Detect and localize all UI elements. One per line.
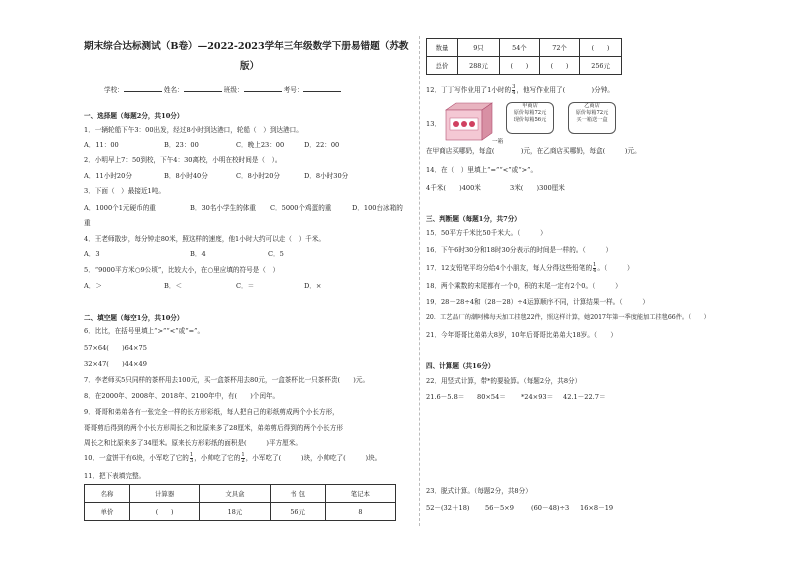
table-row [85, 485, 396, 503]
q9-text-line2: 哥哥剪后得到的两个小长方形周长之和比原来多了28厘米，弟弟剪后得到的两个小长方形 [84, 424, 343, 432]
q19-text: 19．28－28÷4和（28－28）÷4运算顺序不同，计算结果一样。（ ） [426, 298, 649, 306]
table-cell: 9只 [458, 39, 500, 57]
table-row [427, 39, 622, 57]
q5-option-a: A．＞ [84, 282, 102, 290]
table-cell: 数量 [427, 39, 458, 57]
table-cell[interactable]: ( ) [130, 503, 200, 521]
shop-a-card [506, 102, 554, 134]
q2-option-d: D．8小时30分 [304, 172, 349, 180]
page-title: 期末综合达标测试（B卷）—2022-2023学年三年级数学下册易错题（苏教 [84, 41, 409, 52]
q2-option-c: C．8小时20分 [236, 172, 281, 180]
table-cell: 56元 [270, 503, 325, 521]
q11-text: 11．把下表填完整。 [84, 472, 146, 480]
table-cell: 54个 [499, 39, 539, 57]
q12-pre: 12．丁丁写作业用了1小时的 [426, 86, 512, 94]
q16-text: 16．下午6时30分和18时30分表示的时间是一样的。（ ） [426, 246, 613, 254]
q1-option-b: B．23：00 [164, 141, 199, 149]
q13-number: 13． [426, 120, 441, 128]
q20-text: 20．工艺品厂的潮阿拂每天加工挂毯22件，照这样计算，她2017年第一季度能加工挂毯66件。（ ） [426, 314, 710, 321]
q17-fraction-num: 1 [593, 261, 597, 268]
q3-option-d: D．100台冰箱的 [352, 204, 403, 212]
q23-item-2: 56－5×9 [485, 504, 514, 512]
table-cell: 文具盒 [200, 485, 270, 503]
q10-mid: ，小帅吃了它的 [194, 454, 241, 462]
q10-pre: 10．一盒饼干有6块，小军吃了它的 [84, 454, 189, 462]
q3-option-a: A．1000个1元硬币的重 [84, 204, 156, 212]
q14-text: 14．在（ ）里填上“=”“<”或“>”。 [426, 166, 538, 174]
class-label: 班级： [223, 86, 244, 94]
q12-fraction-num: 3 [512, 83, 516, 90]
q12-fraction-den: 4 [512, 89, 516, 96]
q2-option-b: B．8小时40分 [164, 172, 208, 180]
q3-text: 3．下面（ ）最接近1吨。 [84, 187, 165, 195]
q23-item-4: 16×8－19 [580, 504, 614, 512]
exam-no-field[interactable] [303, 84, 341, 92]
q6-text: 6．比比，在括号里填上“>”“<”或“=”。 [84, 327, 205, 335]
q10-fraction-a-num: 1 [189, 451, 194, 458]
q17-fraction-den: 4 [593, 267, 597, 274]
section4-heading: 四、计算题（共16分） [426, 362, 495, 370]
q9-text-line3: 周长之和比原来多了34厘米。原来长方形彩纸的面积是( )平方厘米。 [84, 439, 302, 447]
q17-text [426, 262, 634, 274]
q3-wrap: 重 [84, 219, 91, 227]
shop-a-title: 甲商店 [522, 103, 538, 109]
q14-item-2: 3米( )300厘米 [510, 184, 565, 192]
q13-question: 在甲商店买哪奶，每盒( )元，在乙商店买哪奶，每盒( )元。 [426, 147, 641, 155]
q15-text: 15．50平方千米比50千米大。（ ） [426, 229, 547, 237]
table-cell: 8 [325, 503, 395, 521]
q10-fraction-b-den: 2 [241, 457, 245, 464]
class-field[interactable] [244, 84, 282, 92]
table-cell[interactable]: ( ) [499, 57, 539, 75]
q10-fraction-a-den: 3 [189, 457, 194, 464]
table-cell[interactable]: ( ) [539, 57, 579, 75]
table-cell: 72个 [539, 39, 579, 57]
q22-item-3: *24×93＝ [521, 393, 554, 401]
table-cell: 18元 [200, 503, 270, 521]
exam-no-label: 考号： [283, 86, 304, 94]
student-info [104, 84, 341, 94]
q10-text [84, 452, 381, 464]
table-cell: 计算器 [130, 485, 200, 503]
page-title-line2: 版） [240, 61, 260, 72]
q4-option-a: A．3 [84, 250, 100, 258]
q5-text: 5．“9000平方米○9公顷”，比较大小，在○里应填的符号是（ ） [84, 266, 280, 274]
q23-text: 23．脱式计算。（每题2分，共8分） [426, 487, 532, 495]
q4-option-b: B．4 [190, 250, 206, 258]
shop-b-title: 乙商店 [584, 103, 600, 109]
q10-post: ，小军吃了( )块，小帅吃了( )块。 [245, 454, 382, 462]
q10-fraction-b-num: 1 [241, 451, 245, 458]
q5-option-d: D．× [304, 282, 322, 290]
school-label: 学校： [104, 86, 124, 94]
q1-option-a: A．11：00 [84, 141, 119, 149]
table-cell: 256元 [580, 57, 622, 75]
q12-post: ，他写作业用了( )分钟。 [516, 86, 614, 94]
q11-table-continued [426, 38, 622, 75]
q9-text: 9．哥哥和弟弟各有一张完全一样的长方形彩纸，每人把自己的彩纸剪成两个小长方形， [84, 408, 339, 416]
table-cell: 单价 [85, 503, 130, 521]
q23-item-3: (60－48)÷3 [531, 504, 570, 512]
column-divider [419, 36, 420, 526]
table-cell: 名称 [85, 485, 130, 503]
q22-item-1: 21.6－5.8＝ [426, 393, 465, 401]
q1-option-d: D．22：00 [304, 141, 340, 149]
name-field[interactable] [184, 84, 222, 92]
q14-item-1: 4千米( )400米 [426, 184, 481, 192]
q12-text [426, 84, 614, 96]
table-row [427, 57, 622, 75]
shop-b-card [568, 102, 616, 134]
table-cell[interactable]: ( ) [580, 39, 622, 57]
q17-pre: 17．12支铅笔平均分给4个小朋友，每人分得这些铅笔的 [426, 264, 593, 272]
q18-text: 18．两个乘数的末尾都有一个0，积的末尾一定有2个0。（ ） [426, 282, 622, 290]
section3-heading: 三、判断题（每题1分，共7分） [426, 215, 521, 223]
q22-item-4: 42.1－22.7＝ [563, 393, 606, 401]
q4-option-c: C．5 [268, 250, 284, 258]
q1-text: 1．一辆轮船下午3：00出发，经过8小时到达港口，轮船（ ）到达港口。 [84, 126, 303, 134]
milk-box-image [442, 100, 496, 144]
q3-option-c: C．5000个鸡蛋的重 [270, 204, 332, 212]
q7-text: 7．李老师买5只同样的茶杯用去100元，买一盒茶杯用去80元，一盒茶杯比一只茶杯贵( )元。 [84, 376, 370, 384]
q5-option-b: B．＜ [164, 282, 183, 290]
table-cell: 笔记本 [325, 485, 395, 503]
q11-table [84, 484, 396, 521]
shop-a-line2: 现价每箱56元 [513, 117, 547, 123]
q6-item-1: 57×64( )64×75 [84, 344, 147, 352]
q17-post: 。（ ） [597, 264, 634, 272]
milk-box-label: 一箱 [492, 139, 504, 145]
name-label: 姓名： [163, 86, 184, 94]
shop-b-line2: 买一箱送一盒 [576, 117, 608, 123]
shop-a-line1: 原价每箱72元 [513, 110, 547, 116]
q10-fraction-b [241, 453, 244, 464]
q22-text: 22．用竖式计算，带*的要验算。（每题2分，共8分） [426, 377, 582, 385]
shop-b-line1: 原价每箱72元 [575, 110, 609, 116]
table-cell: 288元 [458, 57, 500, 75]
section1-heading: 一、选择题（每题2分，共10分） [84, 112, 184, 120]
q10-fraction-a [190, 453, 193, 464]
school-field[interactable] [124, 84, 162, 92]
q2-text: 2．小明早上7：50到校，下午4：30离校，小明在校时间是（ ）。 [84, 156, 282, 164]
table-row [85, 503, 396, 521]
q2-option-a: A．11小时20分 [84, 172, 132, 180]
q1-option-c: C．晚上23：00 [236, 141, 285, 149]
q6-item-2: 32×47( )44×49 [84, 360, 147, 368]
q22-item-2: 80×54＝ [477, 393, 506, 401]
q21-text: 21．今年哥哥比弟弟大8岁，10年后哥哥比弟弟大18岁。（ ） [426, 331, 617, 339]
q23-item-1: 52－(32＋18) [426, 504, 470, 512]
q3-option-b: B．30名小学生的体重 [190, 204, 256, 212]
q5-option-c: C．＝ [236, 282, 255, 290]
q17-fraction [593, 263, 596, 274]
table-cell: 书 包 [270, 485, 325, 503]
q8-text: 8．在2000年、2008年、2018年、2100年中，有( )个闰年。 [84, 392, 280, 400]
table-cell: 总价 [427, 57, 458, 75]
section2-heading: 二、填空题（每空1分，共10分） [84, 314, 184, 322]
q4-text: 4．王老师散步，每分钟走80米，照这样的速度，他1小时大约可以走（ ）千米。 [84, 235, 325, 243]
q12-fraction [512, 85, 515, 96]
